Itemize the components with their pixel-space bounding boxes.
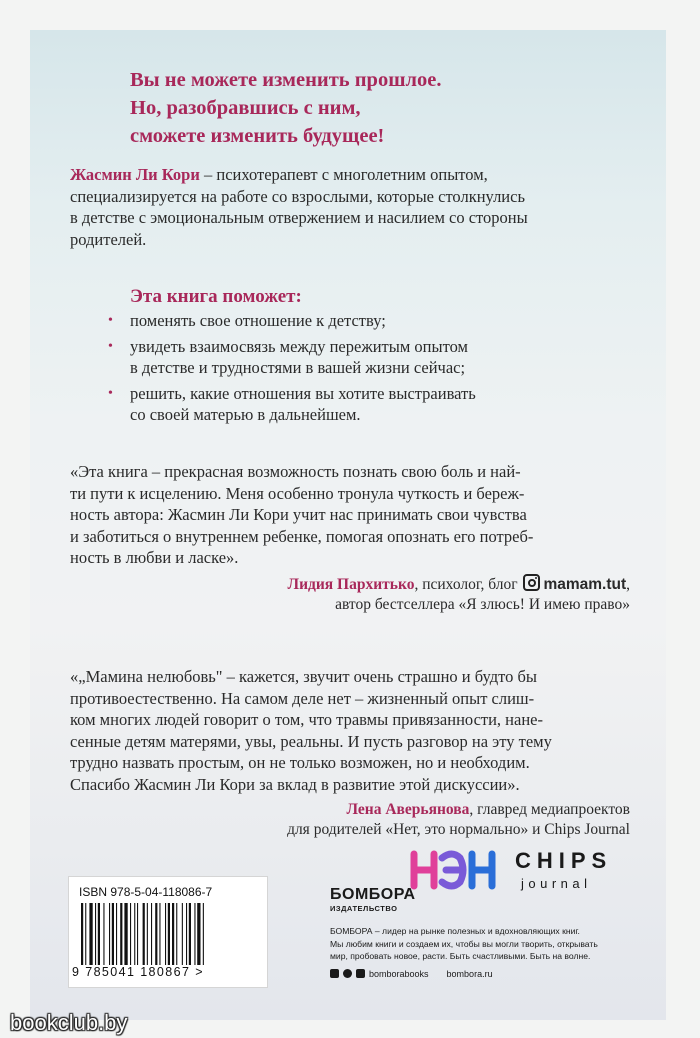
tagline-line: сможете изменить будущее! bbox=[130, 125, 385, 147]
social-handle: bomborabooks bbox=[369, 968, 429, 979]
list-item-line: со своей матерью в дальнейшем. bbox=[130, 405, 361, 424]
reviewer-role: , психолог, блог bbox=[414, 576, 518, 593]
list-item-line: решить, какие отношения вы хотите выстраивать bbox=[130, 383, 476, 403]
list-item bbox=[100, 310, 476, 332]
quote-line: Спасибо Жасмин Ли Кори за вклад в развитие этой дискуссии». bbox=[70, 774, 520, 794]
list-item-line: в детстве и трудностями в вашей жизни сейчас; bbox=[130, 358, 466, 377]
publisher-line: Мы любим книги и создаем их, чтобы вы могли творить, открывать bbox=[330, 938, 598, 949]
author-name: Жасмин Ли Кори bbox=[70, 165, 200, 184]
review-attribution-2 bbox=[287, 800, 630, 840]
quote-line: «„Мамина нелюбовь" – кажется, звучит очень страшно и будто бы bbox=[70, 667, 537, 686]
bio-line: специализируется на работе со взрослыми, которые столкнулись bbox=[70, 186, 525, 206]
publisher-line: мир, пробовать новое, расти. Быть счастливыми. Быть на волне. bbox=[330, 951, 591, 961]
watermark: bookclub.by bbox=[10, 1010, 128, 1035]
quote-line: ность в любви и ласке». bbox=[70, 548, 239, 567]
bio-line: родителей. bbox=[70, 229, 147, 249]
author-bio bbox=[70, 164, 630, 250]
quote-line: ность автора: Жасмин Ли Кори учит нас принимать свои чувства bbox=[70, 505, 527, 524]
quote-line: противоестественно. На самом деле нет – жизненный опыт слиш- bbox=[70, 688, 535, 708]
tagline bbox=[130, 66, 441, 150]
journal-logo-text: journal bbox=[521, 876, 592, 891]
review-quote-2 bbox=[70, 666, 630, 795]
bio-line: – психотерапевт с многолетним опытом, bbox=[199, 165, 488, 184]
benefits-list bbox=[100, 310, 476, 430]
list-item bbox=[100, 336, 476, 379]
publisher-site: bombora.ru bbox=[446, 968, 493, 979]
quote-line: трудно назвать простым, он не только возможен, но и необходим. bbox=[70, 753, 530, 772]
chips-journal-logo bbox=[515, 848, 612, 891]
chips-logo-text: CHIPS bbox=[515, 848, 613, 873]
quote-line: сенные детям матерями, увы, реальны. И пусть разговор на эту тему bbox=[70, 731, 552, 751]
review-attribution-1: Лидия Пархитько, психолог, блог mamam.tut, автор бестселлера «Я злюсь! И имею право» bbox=[287, 576, 630, 613]
list-item-line: поменять свое отношение к детству; bbox=[130, 311, 386, 330]
reviewer-role-2: автор бестселлера «Я злюсь! И имею право» bbox=[335, 596, 630, 613]
quote-line: ком многих людей говорит о том, что травмы привязанности, нане- bbox=[70, 710, 543, 729]
instagram-icon bbox=[523, 574, 540, 591]
reviewer-name: Лена Аверьянова bbox=[346, 801, 470, 818]
book-back-cover bbox=[30, 30, 666, 1020]
reviewer-name: Лидия Пархитько bbox=[287, 576, 415, 593]
publisher-name: БОМБОРА bbox=[330, 886, 416, 903]
facebook-icon bbox=[330, 969, 339, 978]
bullet-icon: • bbox=[108, 313, 113, 328]
reviewer-role-2: для родителей «Нет, это нормально» и Chips Journal bbox=[287, 821, 630, 838]
publisher-subtitle: ИЗДАТЕЛЬСТВО bbox=[330, 904, 398, 913]
publisher-description bbox=[330, 925, 650, 963]
list-item-line: увидеть взаимосвязь между пережитым опытом bbox=[130, 336, 468, 356]
bio-line: в детстве с эмоциональным отвержением и насилием со стороны bbox=[70, 208, 528, 227]
list-item bbox=[100, 383, 476, 426]
barcode-digits: 9 785041 180867 > bbox=[72, 965, 204, 979]
bullet-icon: • bbox=[108, 338, 113, 354]
instagram-icon bbox=[356, 969, 365, 978]
tagline-line: Но, разобравшись с ним, bbox=[130, 97, 361, 119]
review-quote-1 bbox=[70, 461, 630, 569]
quote-line: и заботиться о внутреннем ребенке, помогая опознать его потреб- bbox=[70, 526, 534, 546]
help-title: Эта книга поможет: bbox=[130, 286, 302, 307]
publisher-links bbox=[330, 969, 650, 979]
quote-line: «Эта книга – прекрасная возможность познать свою боль и най- bbox=[70, 462, 521, 481]
vk-icon bbox=[343, 969, 352, 978]
reviewer-role: , главред медиапроектов bbox=[469, 801, 630, 818]
publisher-block bbox=[330, 886, 650, 979]
blog-name: mamam.tut bbox=[543, 576, 627, 593]
tagline-line: Вы не можете изменить прошлое. bbox=[130, 69, 442, 91]
bullet-icon: • bbox=[108, 385, 113, 401]
barcode-block bbox=[68, 876, 268, 988]
barcode-icon bbox=[79, 903, 257, 965]
publisher-line: БОМБОРА – лидер на рынке полезных и вдохновляющих книг. bbox=[330, 926, 580, 936]
quote-line: ти пути к исцелению. Меня особенно тронула чуткость и береж- bbox=[70, 483, 525, 503]
isbn: ISBN 978-5-04-118086-7 bbox=[79, 885, 213, 899]
